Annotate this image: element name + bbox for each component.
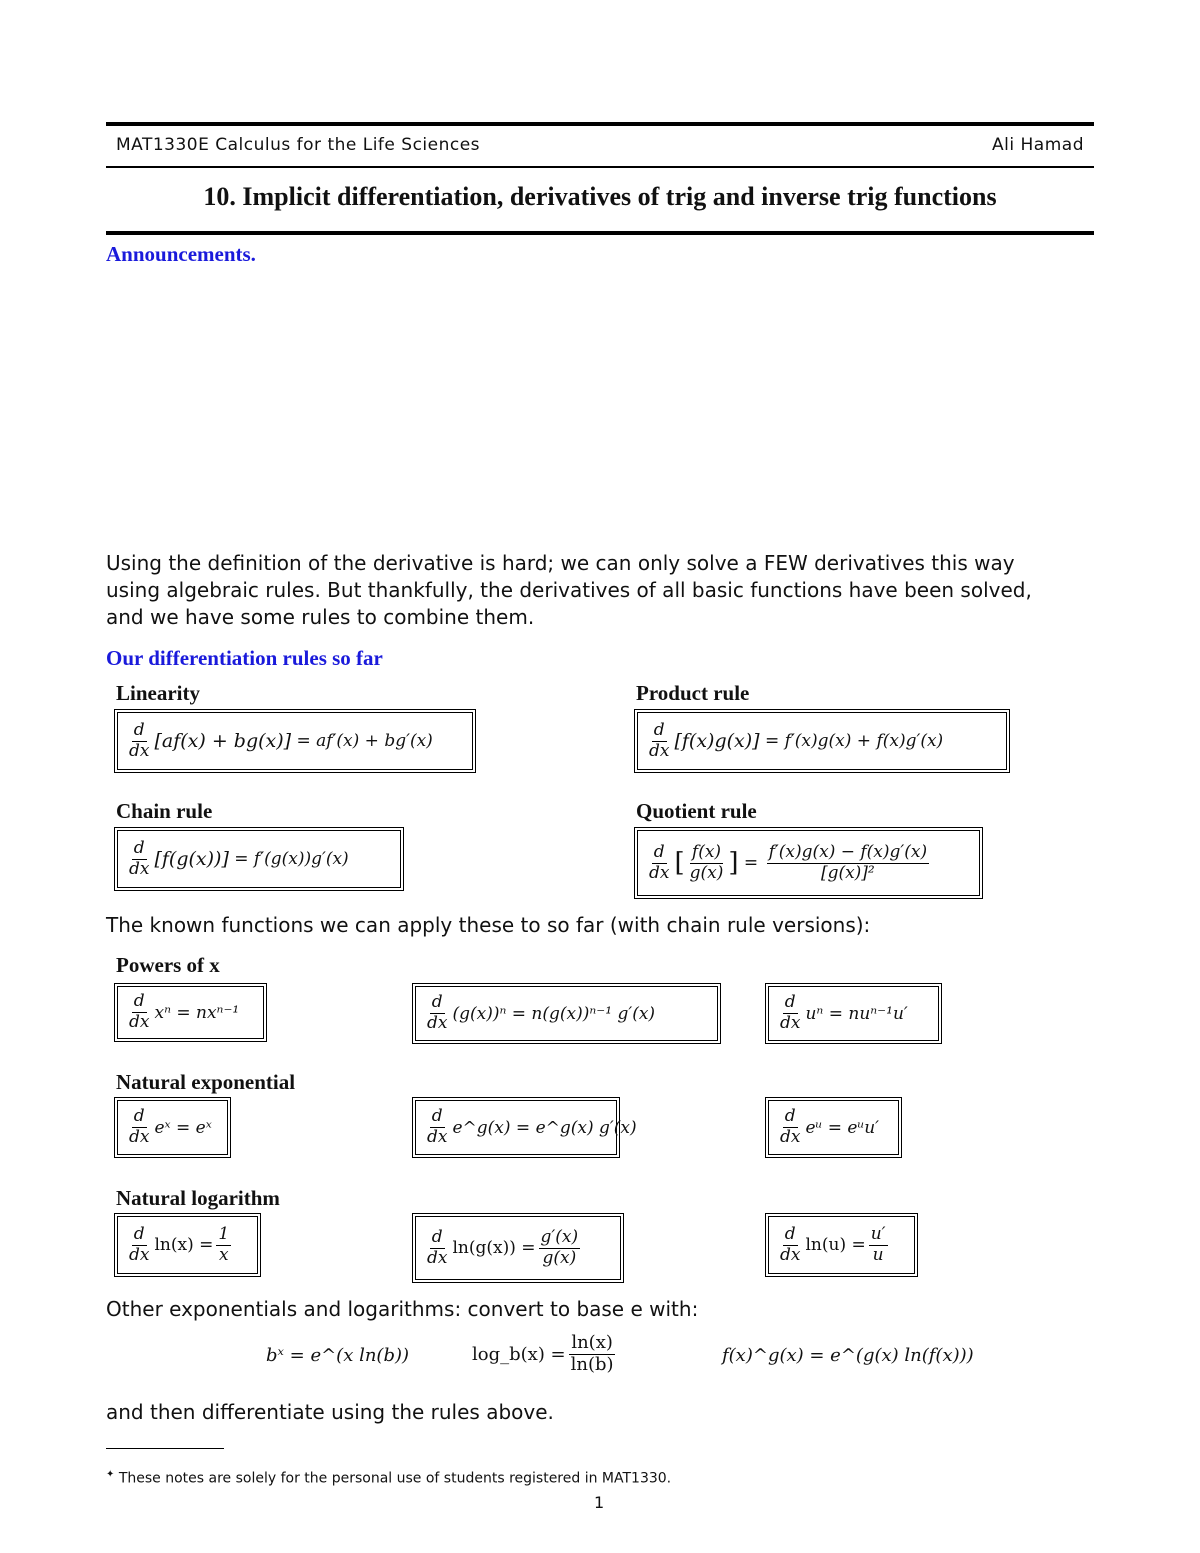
rules-heading: Our differentiation rules so far: [106, 646, 383, 670]
exp-rule: eˣ = eˣ: [154, 1117, 212, 1138]
log-rule-lhs: ln(x) =: [154, 1235, 214, 1255]
derivative-operator: $\frac{d}{dx}$: [427, 1106, 448, 1147]
exp-rule-box: [114, 1097, 231, 1158]
linearity-rhs: = af′(x) + bg′(x): [296, 731, 433, 751]
footnote-text: These notes are solely for the personal use of students registered in MAT1330.: [118, 1470, 672, 1487]
quotient-denominator: g(x): [689, 862, 724, 883]
product-formula-box: [634, 709, 1010, 773]
author-name: Ali Hamad: [992, 135, 1084, 155]
derivative-operator: $\frac{d}{dx}$: [649, 841, 670, 883]
product-rhs: = f′(x)g(x) + f(x)g′(x): [765, 731, 944, 751]
derivative-operator: $\frac{d}{dx}$: [129, 719, 150, 761]
log-chain-den: g(x): [542, 1247, 577, 1268]
known-functions-text: The known functions we can apply these to so far (with chain rule versions):: [106, 913, 871, 937]
power-chain-rule: (g(x))ⁿ = n(g(x))ⁿ⁻¹ g′(x): [452, 1003, 656, 1024]
power-chain-box: [412, 983, 721, 1044]
exp-chain-rule: e^g(x) = e^g(x) g′(x): [452, 1117, 637, 1138]
other-exponentials-text: Other exponentials and logarithms: convert to base e with:: [106, 1297, 699, 1321]
chain-lhs: [f(g(x))]: [154, 848, 229, 870]
power-u-box: [765, 983, 942, 1044]
log-chain-num: g′(x): [540, 1226, 579, 1247]
power-rule: xⁿ = nxⁿ⁻¹: [154, 1002, 240, 1023]
log-conversion-den: ln(b): [570, 1353, 614, 1375]
quotient-formula-box: $\frac{d}{dx}$ [ $\frac{f(x)}{g(x)}$ ] = $\frac{f'(x)g(x) - f(x)g'(x)}{\text{[g(x)]²}}$: [634, 827, 983, 899]
derivative-operator: $\frac{d}{dx}$: [129, 1223, 150, 1265]
power-conversion: f(x)^g(x) = e^(g(x) ln(f(x))): [722, 1345, 974, 1366]
linearity-lhs: [af(x) + bg(x)]: [154, 730, 292, 752]
log-rule-den: x: [218, 1244, 229, 1265]
derivative-operator: $\frac{d}{dx}$: [129, 1106, 150, 1147]
log-u-lhs: ln(u) =: [805, 1235, 866, 1255]
derivative-operator: $\frac{d}{dx}$: [427, 992, 448, 1033]
header-bottom-rule: [106, 166, 1094, 168]
log-u-num: u′: [870, 1223, 886, 1244]
linearity-formula-box: [114, 709, 476, 773]
log-u-box: [765, 1213, 918, 1277]
quotient-label: Quotient rule: [636, 799, 757, 823]
chain-formula-box: [114, 827, 404, 891]
header-top-rule: [106, 122, 1094, 126]
quotient-result-denominator: [g(x)]²: [820, 862, 875, 883]
intro-line-3: and we have some rules to combine them.: [106, 605, 535, 629]
base-conversion-formula: [266, 1345, 409, 1366]
closing-text: and then differentiate using the rules above.: [106, 1400, 554, 1424]
exp-label: Natural exponential: [116, 1070, 296, 1094]
log-chain-box: [412, 1213, 624, 1283]
log-conversion-formula: [472, 1333, 619, 1375]
log-conversion-num: ln(x): [571, 1332, 613, 1353]
power-conversion-formula: [722, 1345, 974, 1366]
title-rule: [106, 231, 1094, 235]
log-rule-box: [114, 1213, 261, 1277]
derivative-operator: $\frac{d}{dx}$: [129, 837, 150, 879]
derivative-operator: $\frac{d}{dx}$: [780, 992, 801, 1033]
powers-label: Powers of x: [116, 953, 220, 977]
linearity-label: Linearity: [116, 681, 200, 705]
page-title: 10. Implicit differentiation, derivatives of trig and inverse trig functions: [203, 182, 997, 211]
power-rule-box: [114, 983, 267, 1042]
derivative-operator: $\frac{d}{dx}$: [427, 1226, 448, 1268]
log-rule-num: 1: [218, 1223, 230, 1244]
log-label: Natural logarithm: [116, 1186, 280, 1210]
footnote: [106, 1469, 671, 1487]
exp-u-box: [765, 1097, 902, 1158]
quotient-result-numerator: f′(x)g(x) − f(x)g′(x): [768, 841, 928, 862]
derivative-operator: $\frac{d}{dx}$: [649, 719, 670, 761]
footnote-marker: ✦: [106, 1469, 115, 1480]
product-label: Product rule: [636, 681, 750, 705]
page-number: 1: [594, 1493, 605, 1512]
chain-label: Chain rule: [116, 799, 213, 823]
log-u-den: u: [872, 1244, 884, 1265]
derivative-operator: $\frac{d}{dx}$: [780, 1106, 801, 1147]
chain-rhs: = f′(g(x))g′(x): [234, 849, 349, 869]
footnote-rule: [106, 1448, 224, 1449]
intro-line-1: Using the definition of the derivative is hard; we can only solve a FEW derivatives this way: [106, 551, 1015, 575]
derivative-operator: $\frac{d}{dx}$: [129, 991, 150, 1032]
intro-line-2: using algebraic rules. But thankfully, the derivatives of all basic functions have been solved,: [106, 578, 1032, 602]
course-name: MAT1330E Calculus for the Life Sciences: [116, 135, 481, 155]
log-conversion-lhs: log_b(x) =: [472, 1343, 566, 1365]
log-chain-lhs: ln(g(x)) =: [452, 1238, 536, 1258]
exp-u-rule: eᵘ = eᵘu′: [805, 1117, 880, 1138]
product-lhs: [f(x)g(x)]: [674, 730, 760, 752]
base-conversion: bˣ = e^(x ln(b)): [266, 1345, 410, 1366]
exp-chain-box: [412, 1097, 637, 1158]
power-u-rule: uⁿ = nuⁿ⁻¹u′: [805, 1003, 908, 1024]
derivative-operator: $\frac{d}{dx}$: [780, 1223, 801, 1265]
announcements-heading: Announcements.: [106, 242, 256, 266]
quotient-numerator: f(x): [691, 841, 722, 862]
